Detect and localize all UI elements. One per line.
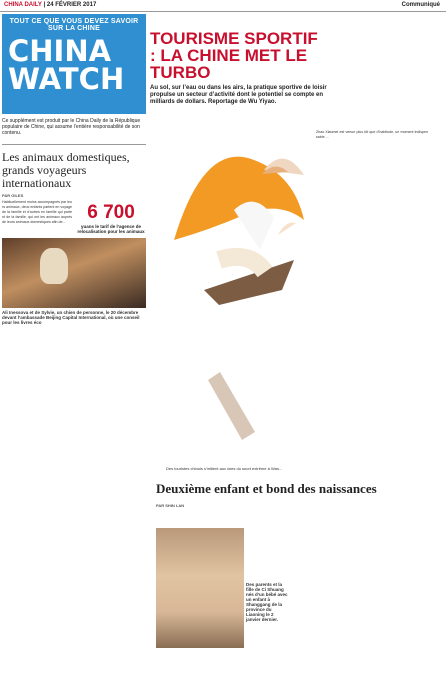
left-column — [2, 14, 146, 325]
main-deck: Au sol, sur l’eau ou dans les airs, la pratique sportive de loisir propulse un secteur d’activité dont le potentiel se compte en milliards de dollars. Reportage de Wu Yiyao. — [150, 85, 327, 105]
paper-name: CHINA DAILY | 24 FÉVRIER 2017 — [4, 2, 97, 8]
family-photo — [156, 528, 244, 648]
main-column — [150, 14, 444, 106]
stat-caption: yuans le tarif de l’agence de relocalisation pour les animaux — [77, 224, 145, 234]
family-photo-caption: Des parents et la fille de Ci Shuang nés d’un bébé avec un enfant à Shanggang de la province du Liaoning le 2 janvier dernier. — [246, 582, 288, 622]
stat-value: 6 700 — [87, 202, 135, 223]
bottom-article-byline: PAR SHIN LAN — [156, 503, 185, 508]
section-label: Communiqué — [401, 2, 440, 8]
brand-name: CHINA WATCH — [8, 34, 125, 96]
snowboarder-photo — [164, 100, 324, 470]
left-article-body: Habituellement moins accompagnés par leurs animaux, deux enfants partent en voyage de la famille et d’autres en famille qui partent de la famille, qui ont les animaux auprès de leurs animaux domestiques afin de... 6 700 yuans le tarif de l’agence de relocalisation pour les animaux — [2, 200, 145, 234]
main-article-body: Zhao Xiaomei est venue plus tôt que d’habitude, un moment indispensable ... — [316, 130, 428, 139]
supplement-note: Ce supplément est produit par le China Daily de la République populaire de Chine, qui assume l’entière responsabilité de son contenu. — [2, 118, 141, 136]
main-headline: TOURISME SPORTIF : LA CHINE MET LE TURBO — [150, 29, 318, 82]
china-watch-brand — [2, 14, 146, 114]
bottom-article-title: Deuxième enfant et bond des naissances — [156, 481, 377, 496]
pet-photo-caption: Ali Inessova et de Sylvie, un chien de personne, le 20 décembre devant l’ambassade Beijing Capital International, où une conseil pour les livres éco — [2, 310, 140, 325]
left-article-byline: PAR GILES — [2, 193, 24, 198]
pet-photo — [2, 238, 146, 308]
page-header — [0, 0, 446, 12]
brand-tagline: TOUT CE QUE VOUS DEVEZ SAVOIR SUR LA CHINE — [9, 18, 139, 32]
snowboard-photo-caption: Des touristes chinois s’initient aux joies du sport extrême à Wan... — [166, 466, 283, 470]
bottom-article — [156, 500, 440, 508]
left-article-title: Les animaux domestiques, grands voyageurs internationaux — [2, 144, 146, 190]
